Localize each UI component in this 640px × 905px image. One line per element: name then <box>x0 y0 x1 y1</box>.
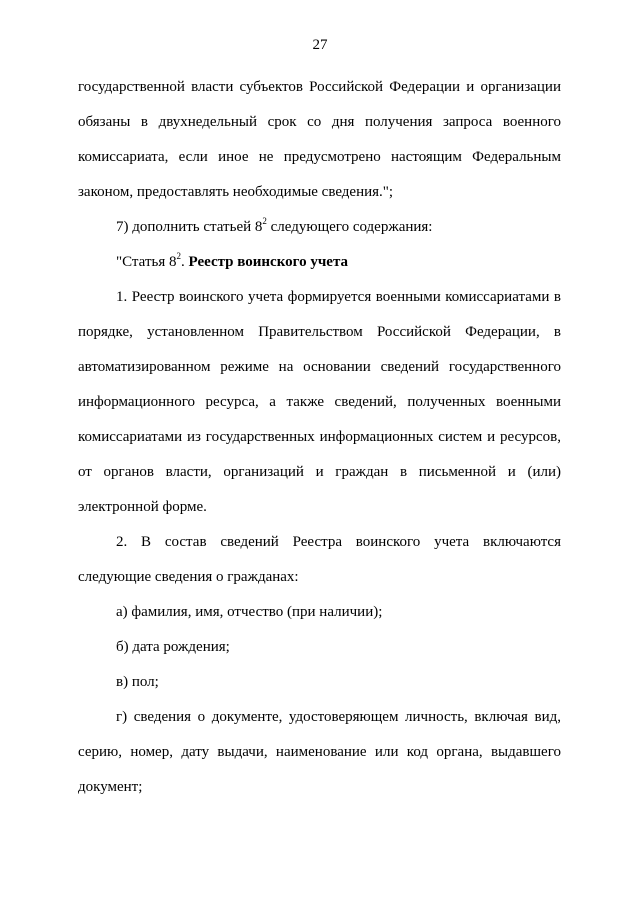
page-number: 27 <box>312 37 328 53</box>
document-body <box>78 70 561 805</box>
list-item-b: б) дата рождения; <box>116 639 230 655</box>
amendment-text-after: следующего содержания: <box>266 219 433 235</box>
amendment-text-before: 7) дополнить статьей 8 <box>116 219 263 235</box>
article-title: Реестр воинского учета <box>188 254 348 270</box>
article-number-dot: . <box>180 254 189 270</box>
article-number: "Статья 8 <box>116 254 177 270</box>
list-item-g: г) сведения о документе, удостоверяющем личность, включая вид, серию, номер, дату выдачи, наименование или код органа, выдавшего документ; <box>78 709 561 795</box>
list-item-v: в) пол; <box>116 674 159 690</box>
paragraph-continuation: государственной власти субъектов Российской Федерации и организации обязаны в двухнедельный срок со дня получения запроса военного комиссариата, если иное не предусмотрено настоящим Федеральным законом, предоставлять необходимые сведения."; <box>78 79 561 200</box>
article-heading-superscript: 2 <box>176 251 181 261</box>
article-superscript: 2 <box>262 216 267 226</box>
paragraph-amendment-7 <box>78 210 561 245</box>
article-heading <box>78 245 561 280</box>
paragraph-clause-1: 1. Реестр воинского учета формируется военными комиссариатами в порядке, установленном Правительством Российской Федерации, в автоматизированном режиме на основании сведений государственного информационного ресурса, а также сведений, полученных военными комиссариатами из государственных информационных систем и ресурсов, от органов власти, организаций и граждан в письменной и (или) электронной форме. <box>78 289 561 515</box>
list-item-a: а) фамилия, имя, отчество (при наличии); <box>116 604 383 620</box>
paragraph-clause-2: 2. В состав сведений Реестра воинского учета включаются следующие сведения о гражданах: <box>78 534 561 585</box>
